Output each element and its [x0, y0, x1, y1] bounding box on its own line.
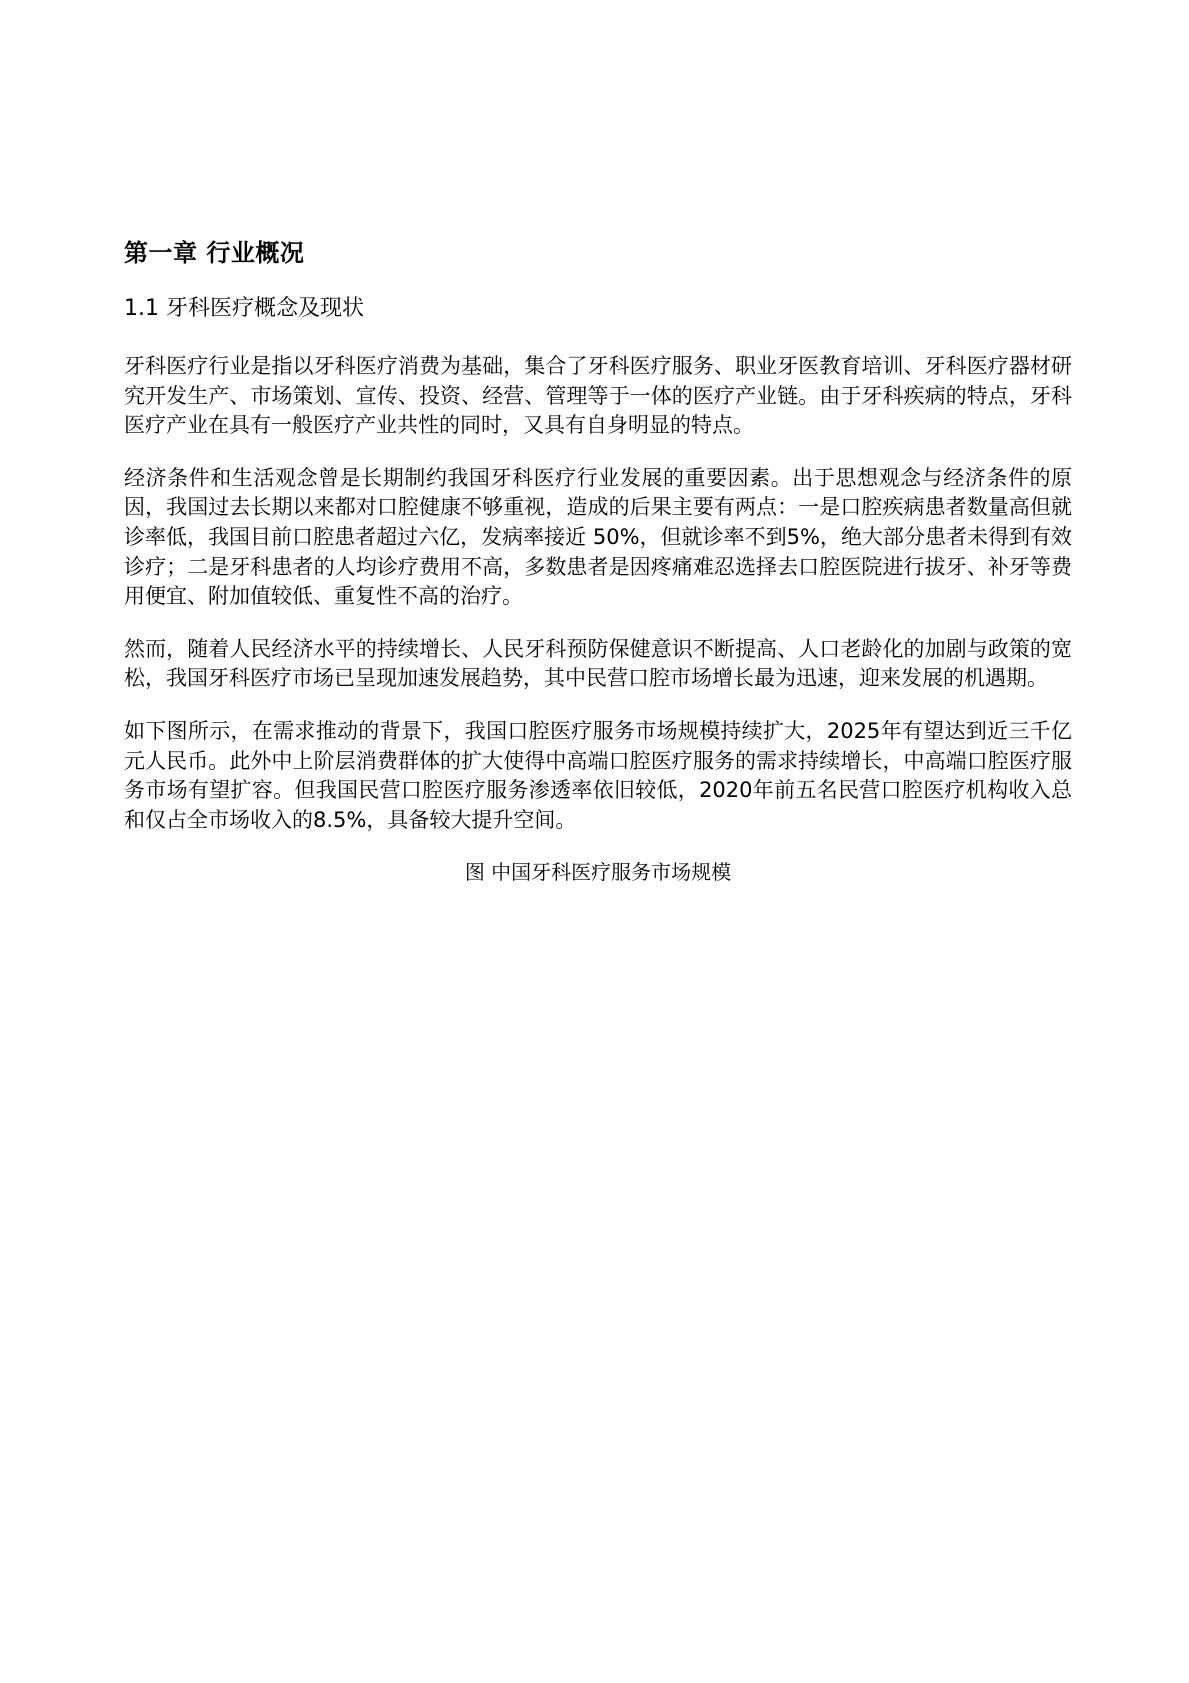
chapter-title: 第一章 行业概况: [124, 239, 305, 267]
paragraph-industry-definition: 牙科医疗行业是指以牙科医疗消费为基础，集合了牙科医疗服务、职业牙医教育培训、牙科医疗器材研究开发生产、市场策划、宣传、投资、经营、管理等于一体的医疗产业链。由于牙科疾病的特点，牙科医疗产业在具有一般医疗产业共性的同时，又具有自身明显的特点。: [124, 354, 1072, 438]
document-body: [124, 236, 1072, 886]
paragraph-constraints: 经济条件和生活观念曾是长期制约我国牙科医疗行业发展的重要因素。出于思想观念与经济条件的原因，我国过去长期以来都对口腔健康不够重视，造成的后果主要有两点：一是口腔疾病患者数量高但就诊率低，我国目前口腔患者超过六亿，发病率接近 50%，但就诊率不到5%，绝大部分患者未得到有效诊疗；二是牙科患者的人均诊疗费用不高，多数患者是因疼痛难忍选择去口腔医院进行拔牙、补牙等费用便宜、附加值较低、重复性不高的治疗。: [124, 465, 1072, 609]
figure-caption: 图 中国牙科医疗服务市场规模: [464, 860, 732, 885]
section-title: 1.1 牙科医疗概念及现状: [124, 296, 364, 321]
paragraph-market-size: 如下图所示，在需求推动的背景下，我国口腔医疗服务市场规模持续扩大，2025年有望达到近三千亿元人民币。此外中上阶层消费群体的扩大使得中高端口腔医疗服务的需求持续增长，中高端口腔医疗服务市场有望扩容。但我国民营口腔医疗服务渗透率依旧较低，2020年前五名民营口腔医疗机构收入总和仅占全市场收入的8.5%，具备较大提升空间。: [124, 718, 1072, 832]
paragraph-growth-trend: 然而，随着人民经济水平的持续增长、人民牙科预防保健意识不断提高、人口老龄化的加剧与政策的宽松，我国牙科医疗市场已呈现加速发展趋势，其中民营口腔市场增长最为迅速，迎来发展的机遇期。: [124, 636, 1072, 691]
